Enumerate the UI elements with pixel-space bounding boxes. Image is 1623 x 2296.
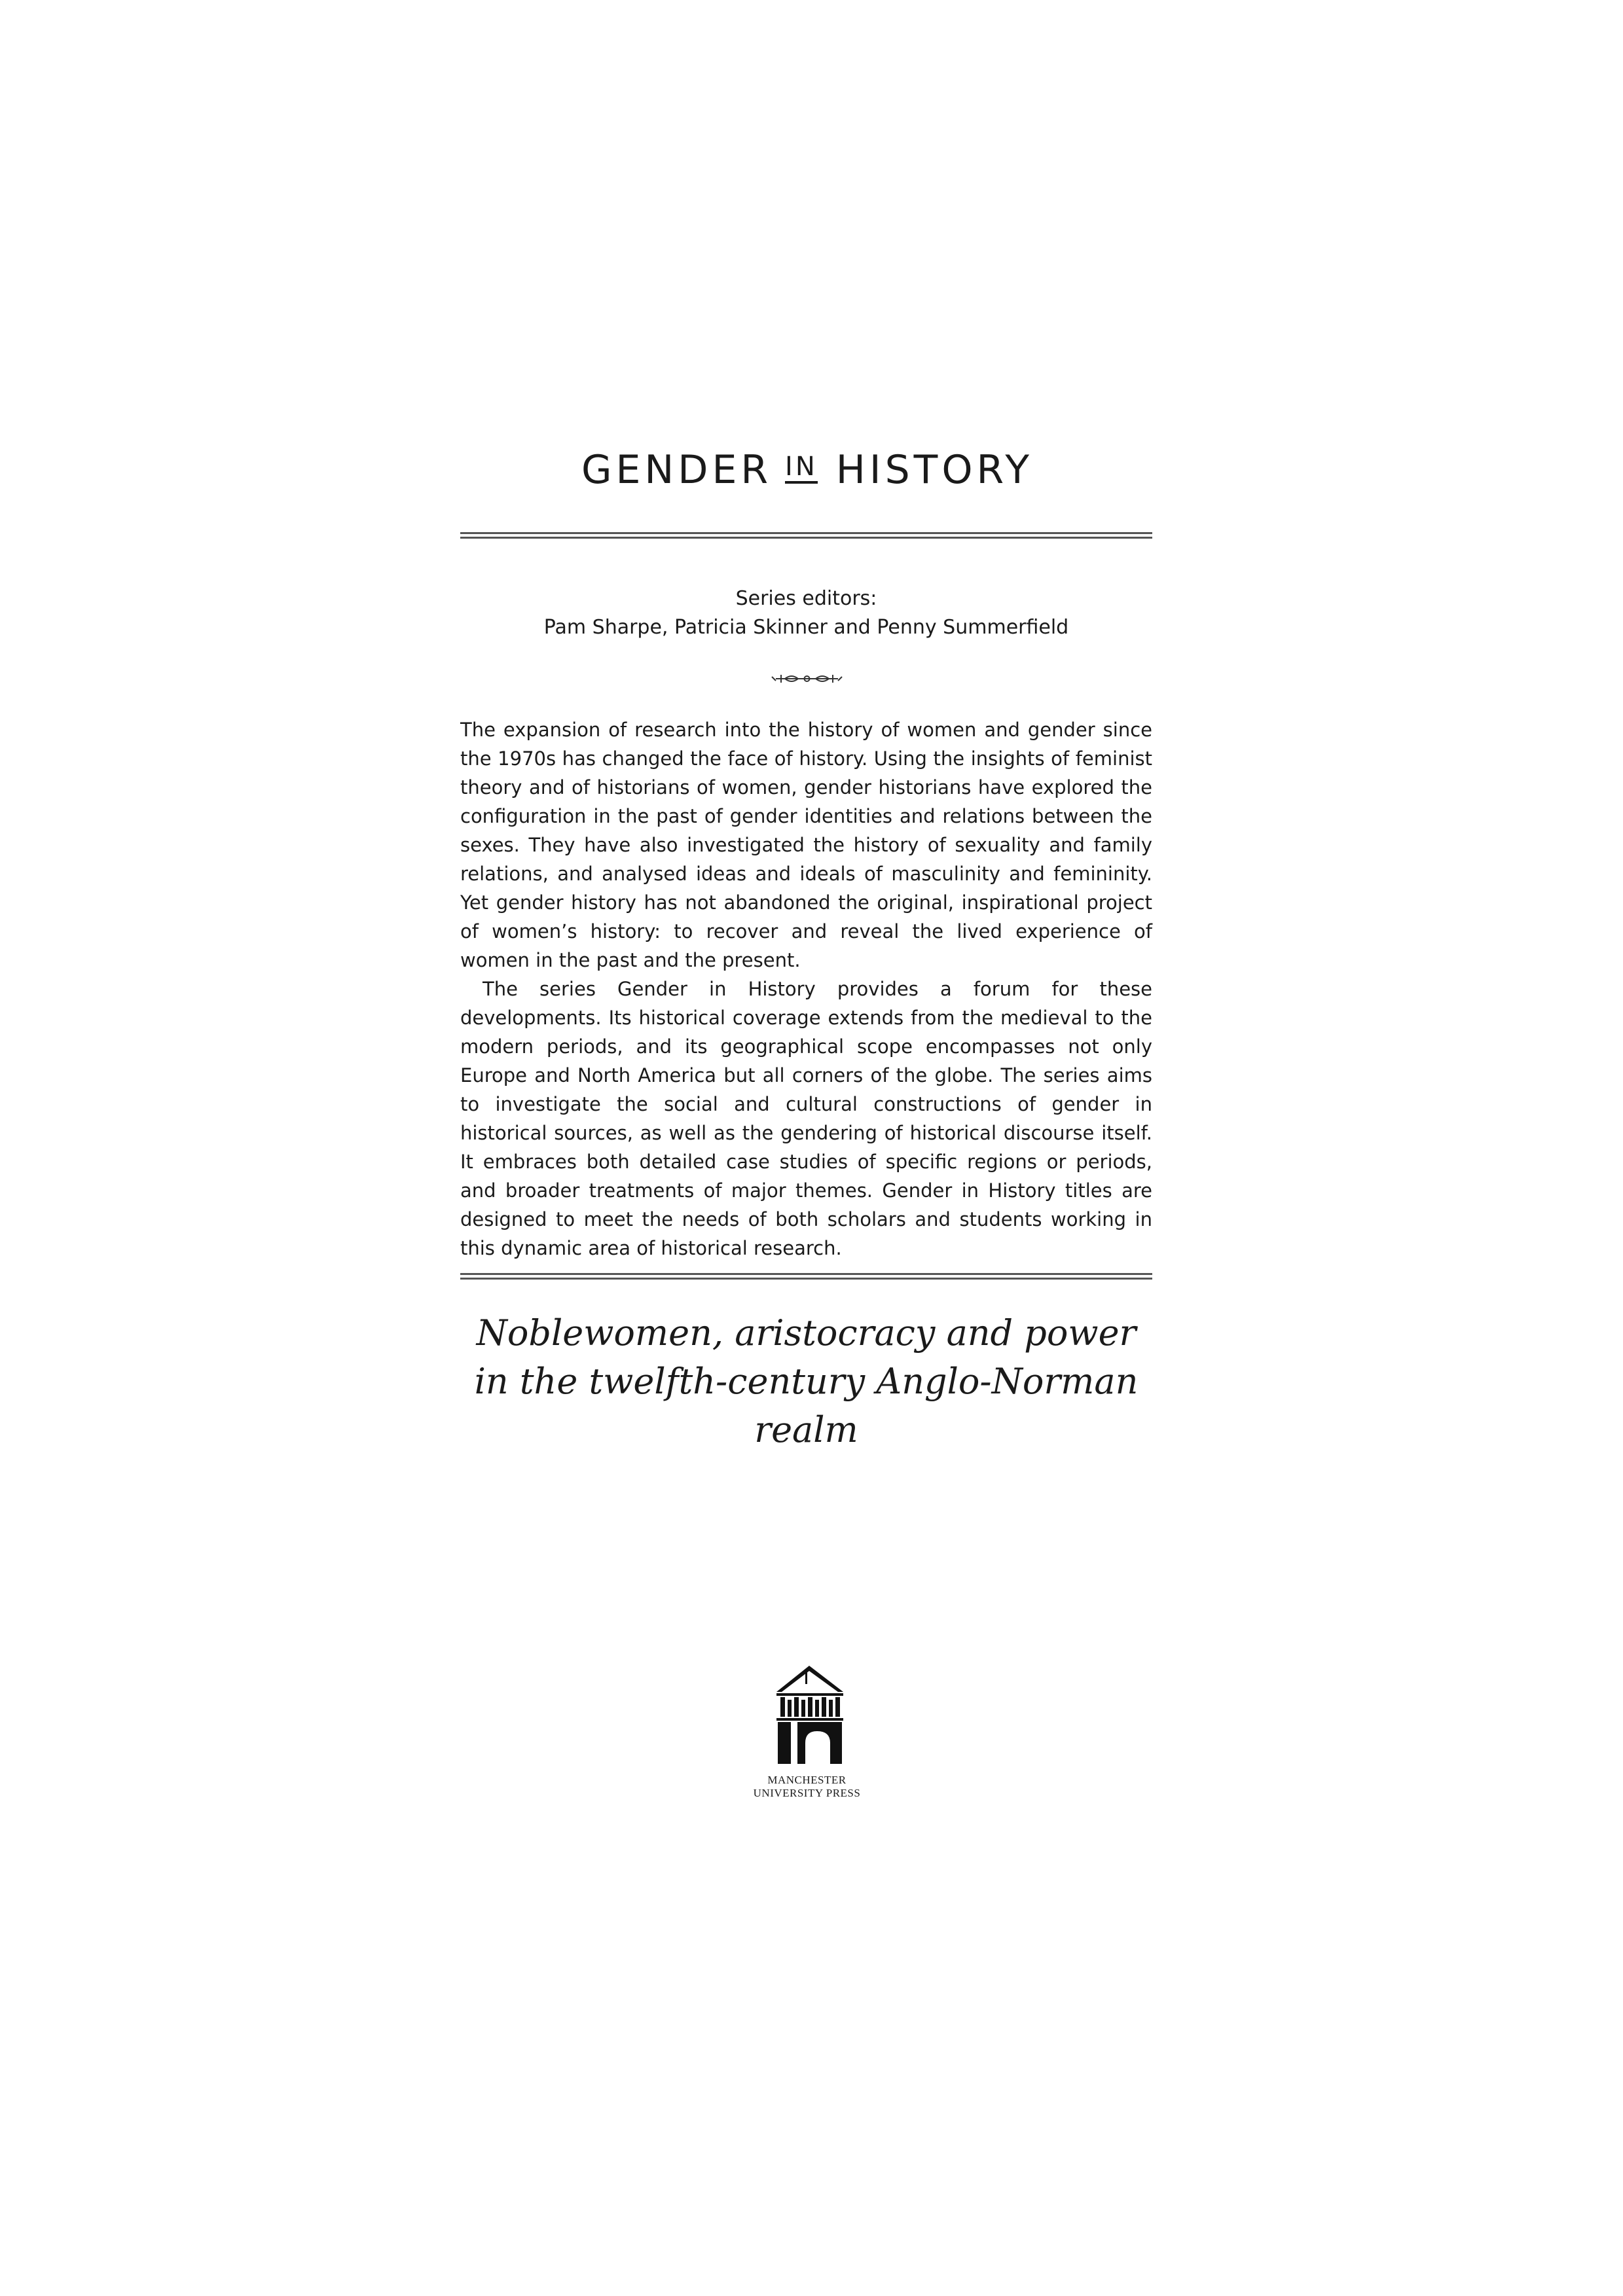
publisher-imprint — [720, 1774, 894, 1800]
series-description-paragraph-1: The expansion of research into the history of women and gender since the 1970s has changed the face of history. Using the insights of feminist theory and of historians of women, gender historians have explored the configuration in the past of gender identities and relations between the sexes. They have also investigated the history of sexuality and family relations, and analysed ideas and ideals of masculinity and femininity. Yet gender history has not abandoned the original, inspirational project of women’s history: to recover and reveal the lived experience of women in the past and the present. — [460, 719, 1152, 971]
series-title — [460, 447, 1154, 493]
series-description — [460, 715, 1152, 1263]
gatehouse-logo-icon — [771, 1666, 848, 1764]
publisher-line-1: MANCHESTER — [767, 1774, 847, 1786]
series-title-history: HISTORY — [835, 447, 1034, 493]
publisher-line-2: UNIVERSITY PRESS — [753, 1787, 861, 1799]
series-editors-label: Series editors: — [735, 587, 877, 610]
book-title — [445, 1309, 1167, 1454]
series-editors — [460, 584, 1152, 642]
double-rule-top — [460, 532, 1152, 534]
ornament-divider-icon — [769, 669, 845, 689]
double-rule-bottom — [460, 1273, 1152, 1275]
series-description-paragraph-2: The series Gender in History provides a forum for these developments. Its historical coverage extends from the medieval to the modern periods, and its geographical scope encompasses not only Europe and North America but all corners of the globe. The series aims to investigate the social and cultural constructions of gender in historical sources, as well as the gendering of historical discourse itself. It embraces both detailed case studies of specific regions or periods, and broader treatments of major themes. Gender in History titles are designed to meet the needs of both scholars and students working in this dynamic area of historical research. — [460, 978, 1152, 1259]
series-title-gender: GENDER — [581, 447, 773, 493]
book-title-line-1: Noblewomen, aristocracy and power — [476, 1312, 1137, 1354]
series-title-in: IN — [785, 454, 818, 484]
series-editors-names: Pam Sharpe, Patricia Skinner and Penny Summerfield — [543, 616, 1069, 639]
book-title-line-2: in the twelfth-century Anglo-Norman realm — [474, 1361, 1139, 1450]
